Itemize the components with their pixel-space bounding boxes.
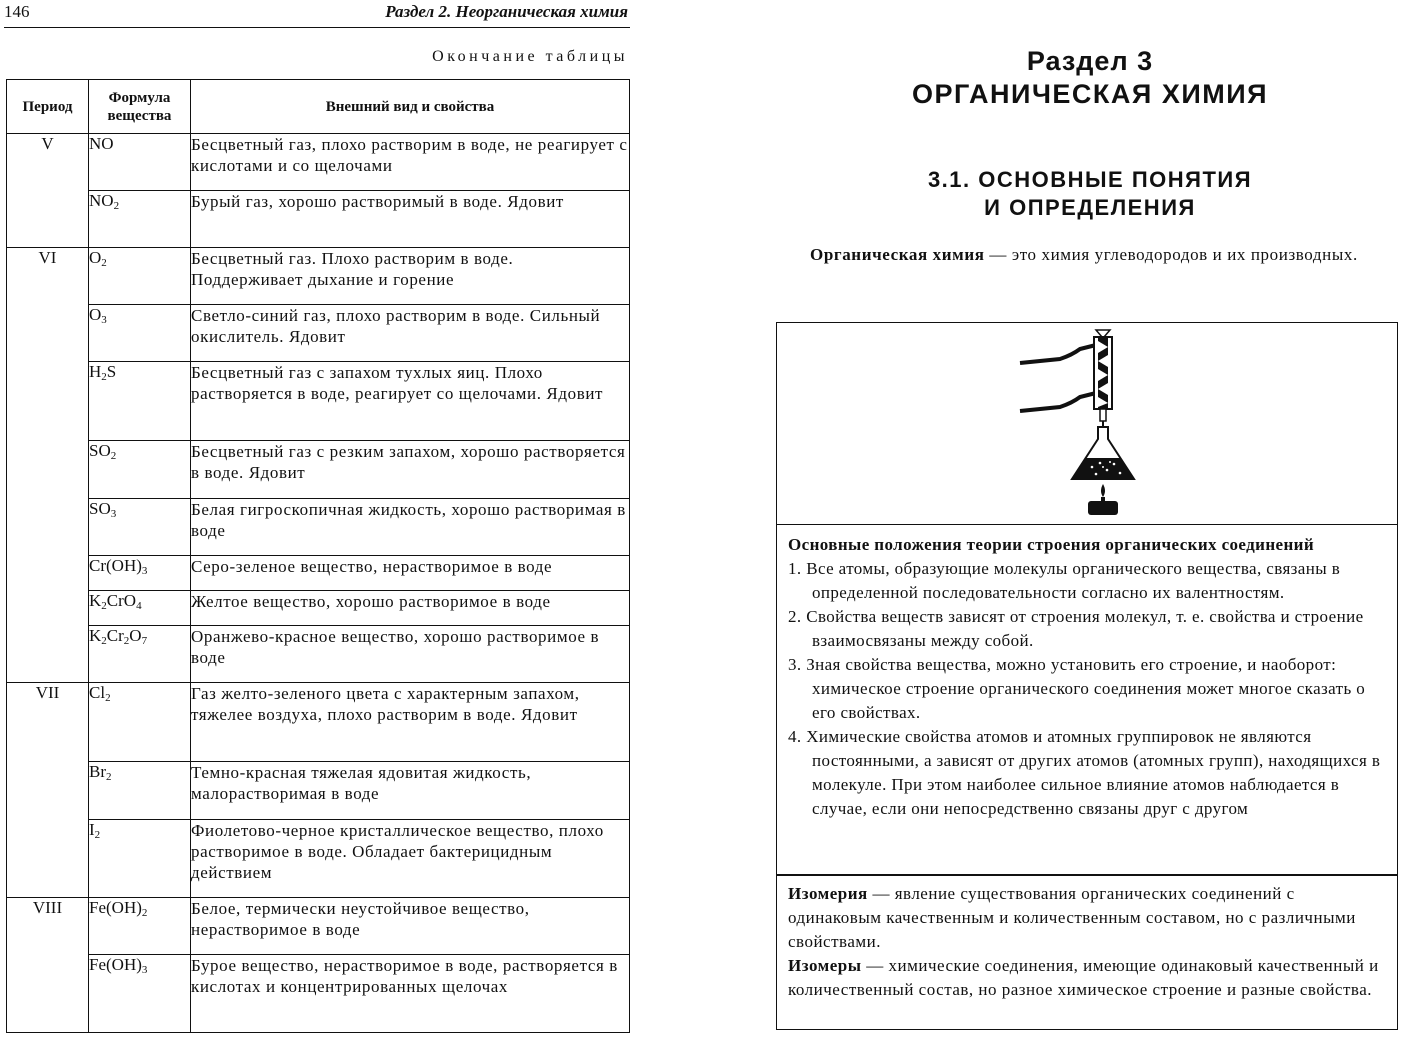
intro-text: — это химия углеводородов и их производных.: [984, 245, 1358, 264]
subsection-title-line1: 3.1. ОСНОВНЫЕ ПОНЯТИЯ: [927, 167, 1253, 192]
period-cell: VII: [7, 683, 89, 898]
theory-title: Основные положения теории строения органических соединений: [788, 535, 1315, 554]
wire-top: [1020, 345, 1096, 363]
table-row: [7, 591, 630, 626]
description-cell: Бесцветный газ. Плохо растворим в воде. Поддерживает дыхание и горение: [191, 248, 630, 305]
theory-item: 3. Зная свойства вещества, можно установить его строение, и наоборот: химическое строение органического соединения может многое сказать о его свойствах.: [788, 655, 1366, 722]
table-header-row: [7, 80, 630, 134]
period-cell: VI: [7, 248, 89, 683]
formula-cell: $Br_2$: [89, 762, 191, 820]
description-cell: Желтое вещество, хорошо растворимое в воде: [191, 591, 630, 626]
formula-cell: $I_2$: [89, 820, 191, 898]
running-head: Раздел 2. Неорганическая химия: [385, 2, 628, 21]
table-row: [7, 248, 630, 305]
table-row: [7, 955, 630, 1033]
subsection-title-line2: И ОПРЕДЕЛЕНИЯ: [984, 195, 1196, 220]
table-row: [7, 556, 630, 591]
theory-list: [788, 557, 1392, 821]
table-row: [7, 191, 630, 248]
section-number: Раздел 3: [1026, 46, 1154, 76]
theory-block: [788, 533, 1392, 821]
header-formula: Формула вещества: [89, 80, 191, 134]
intro-paragraph: [776, 243, 1399, 267]
description-cell: Газ желто-зеленого цвета с характерным запахом, тяжелее воздуха, плохо растворим в воде. Ядовит: [191, 683, 630, 762]
description-cell: Бурое вещество, нерастворимое в воде, растворяется в кислотах и концентрированных щелочах: [191, 955, 630, 1033]
formula-cell: $Fe(OH)_2$: [89, 898, 191, 955]
description-cell: Фиолетово-черное кристаллическое вещество, плохо растворимое в воде. Обладает бактерицидным действием: [191, 820, 630, 898]
properties-table: [6, 79, 630, 1033]
table-row: [7, 762, 630, 820]
burner-flame: [1101, 484, 1105, 497]
isomeria-text: — явление существования органических соединений с одинаковым качественным и количественным составом, но с различными свойствами.: [788, 884, 1356, 951]
formula-cell: $K_2Cr_2O_7$: [89, 626, 191, 683]
description-cell: Светло-синий газ, плохо растворим в воде. Сильный окислитель. Ядовит: [191, 305, 630, 362]
table-row: [7, 626, 630, 683]
theory-item: 2. Свойства веществ зависят от строения молекул, т. е. свойства и строение взаимосвязаны между собой.: [788, 607, 1364, 650]
header-rule: [4, 27, 630, 28]
formula-cell: $Cr(OH)_3$: [89, 556, 191, 591]
description-cell: Белая гигроскопичная жидкость, хорошо растворимая в воде: [191, 499, 630, 556]
isomers-term: Изомеры: [788, 956, 862, 975]
isomers-text: — химические соединения, имеющие одинаковый качественный и количественный состав, но разное химическое строение и разные свойства.: [788, 956, 1379, 999]
table-row: [7, 134, 630, 191]
formula-cell: $Fe(OH)_3$: [89, 955, 191, 1033]
section-title: ОРГАНИЧЕСКАЯ ХИМИЯ: [911, 79, 1269, 109]
description-cell: Темно-красная тяжелая ядовитая жидкость, малорастворимая в воде: [191, 762, 630, 820]
description-cell: Бурый газ, хорошо растворимый в воде. Ядовит: [191, 191, 630, 248]
theory-item: 4. Химические свойства атомов и атомных группировок не являются постоянными, а зависят от других атомов (атомных групп), находящихся в молекуле. При этом наиболее сильное влияние атомов наблюдается в случае, если они непосредственно связаны друг с другом: [788, 727, 1381, 818]
table-row: [7, 499, 630, 556]
isomeria-block: [788, 882, 1392, 1002]
header-description: Внешний вид и свойства: [191, 80, 630, 134]
description-cell: Серо-зеленое вещество, нерастворимое в воде: [191, 556, 630, 591]
formula-cell: $O_3$: [89, 305, 191, 362]
table-row: [7, 898, 630, 955]
intro-term: Органическая химия: [810, 245, 985, 264]
page-number: 146: [4, 2, 30, 21]
table-row: [7, 820, 630, 898]
burner: [1088, 501, 1118, 515]
formula-cell: $O_2$: [89, 248, 191, 305]
formula-cell: $H_2S$: [89, 362, 191, 441]
isomeria-term: Изомерия: [788, 884, 868, 903]
wire-bottom: [1020, 393, 1096, 411]
period-cell: V: [7, 134, 89, 248]
box-divider-1: [776, 524, 1398, 525]
description-cell: Бесцветный газ с запахом тухлых яиц. Плохо растворяется в воде, реагирует со щелочами. Ядовит: [191, 362, 630, 441]
formula-cell: $NO_2$: [89, 191, 191, 248]
distillation-apparatus-illustration: [1010, 327, 1145, 519]
description-cell: Бесцветный газ с резким запахом, хорошо растворяется в воде. Ядовит: [191, 441, 630, 499]
table-caption: Окончание таблицы: [432, 48, 628, 65]
box-divider-2: [776, 874, 1398, 876]
formula-cell: $Cl_2$: [89, 683, 191, 762]
description-cell: Оранжево-красное вещество, хорошо растворимое в воде: [191, 626, 630, 683]
formula-cell: $SO_3$: [89, 499, 191, 556]
table-row: [7, 441, 630, 499]
description-cell: Белое, термически неустойчивое вещество, нерастворимое в воде: [191, 898, 630, 955]
table-row: [7, 362, 630, 441]
formula-cell: $K_2CrO_4$: [89, 591, 191, 626]
formula-cell: $SO_2$: [89, 441, 191, 499]
formula-cell: NO: [89, 134, 191, 191]
description-cell: Бесцветный газ, плохо растворим в воде, не реагирует с кислотами и со щелочами: [191, 134, 630, 191]
table-row: [7, 683, 630, 762]
period-cell: VIII: [7, 898, 89, 1033]
theory-item: 1. Все атомы, образующие молекулы органического вещества, связаны в определенной последовательности согласно их валентностям.: [788, 559, 1341, 602]
table-row: [7, 305, 630, 362]
header-period: Период: [7, 80, 89, 134]
